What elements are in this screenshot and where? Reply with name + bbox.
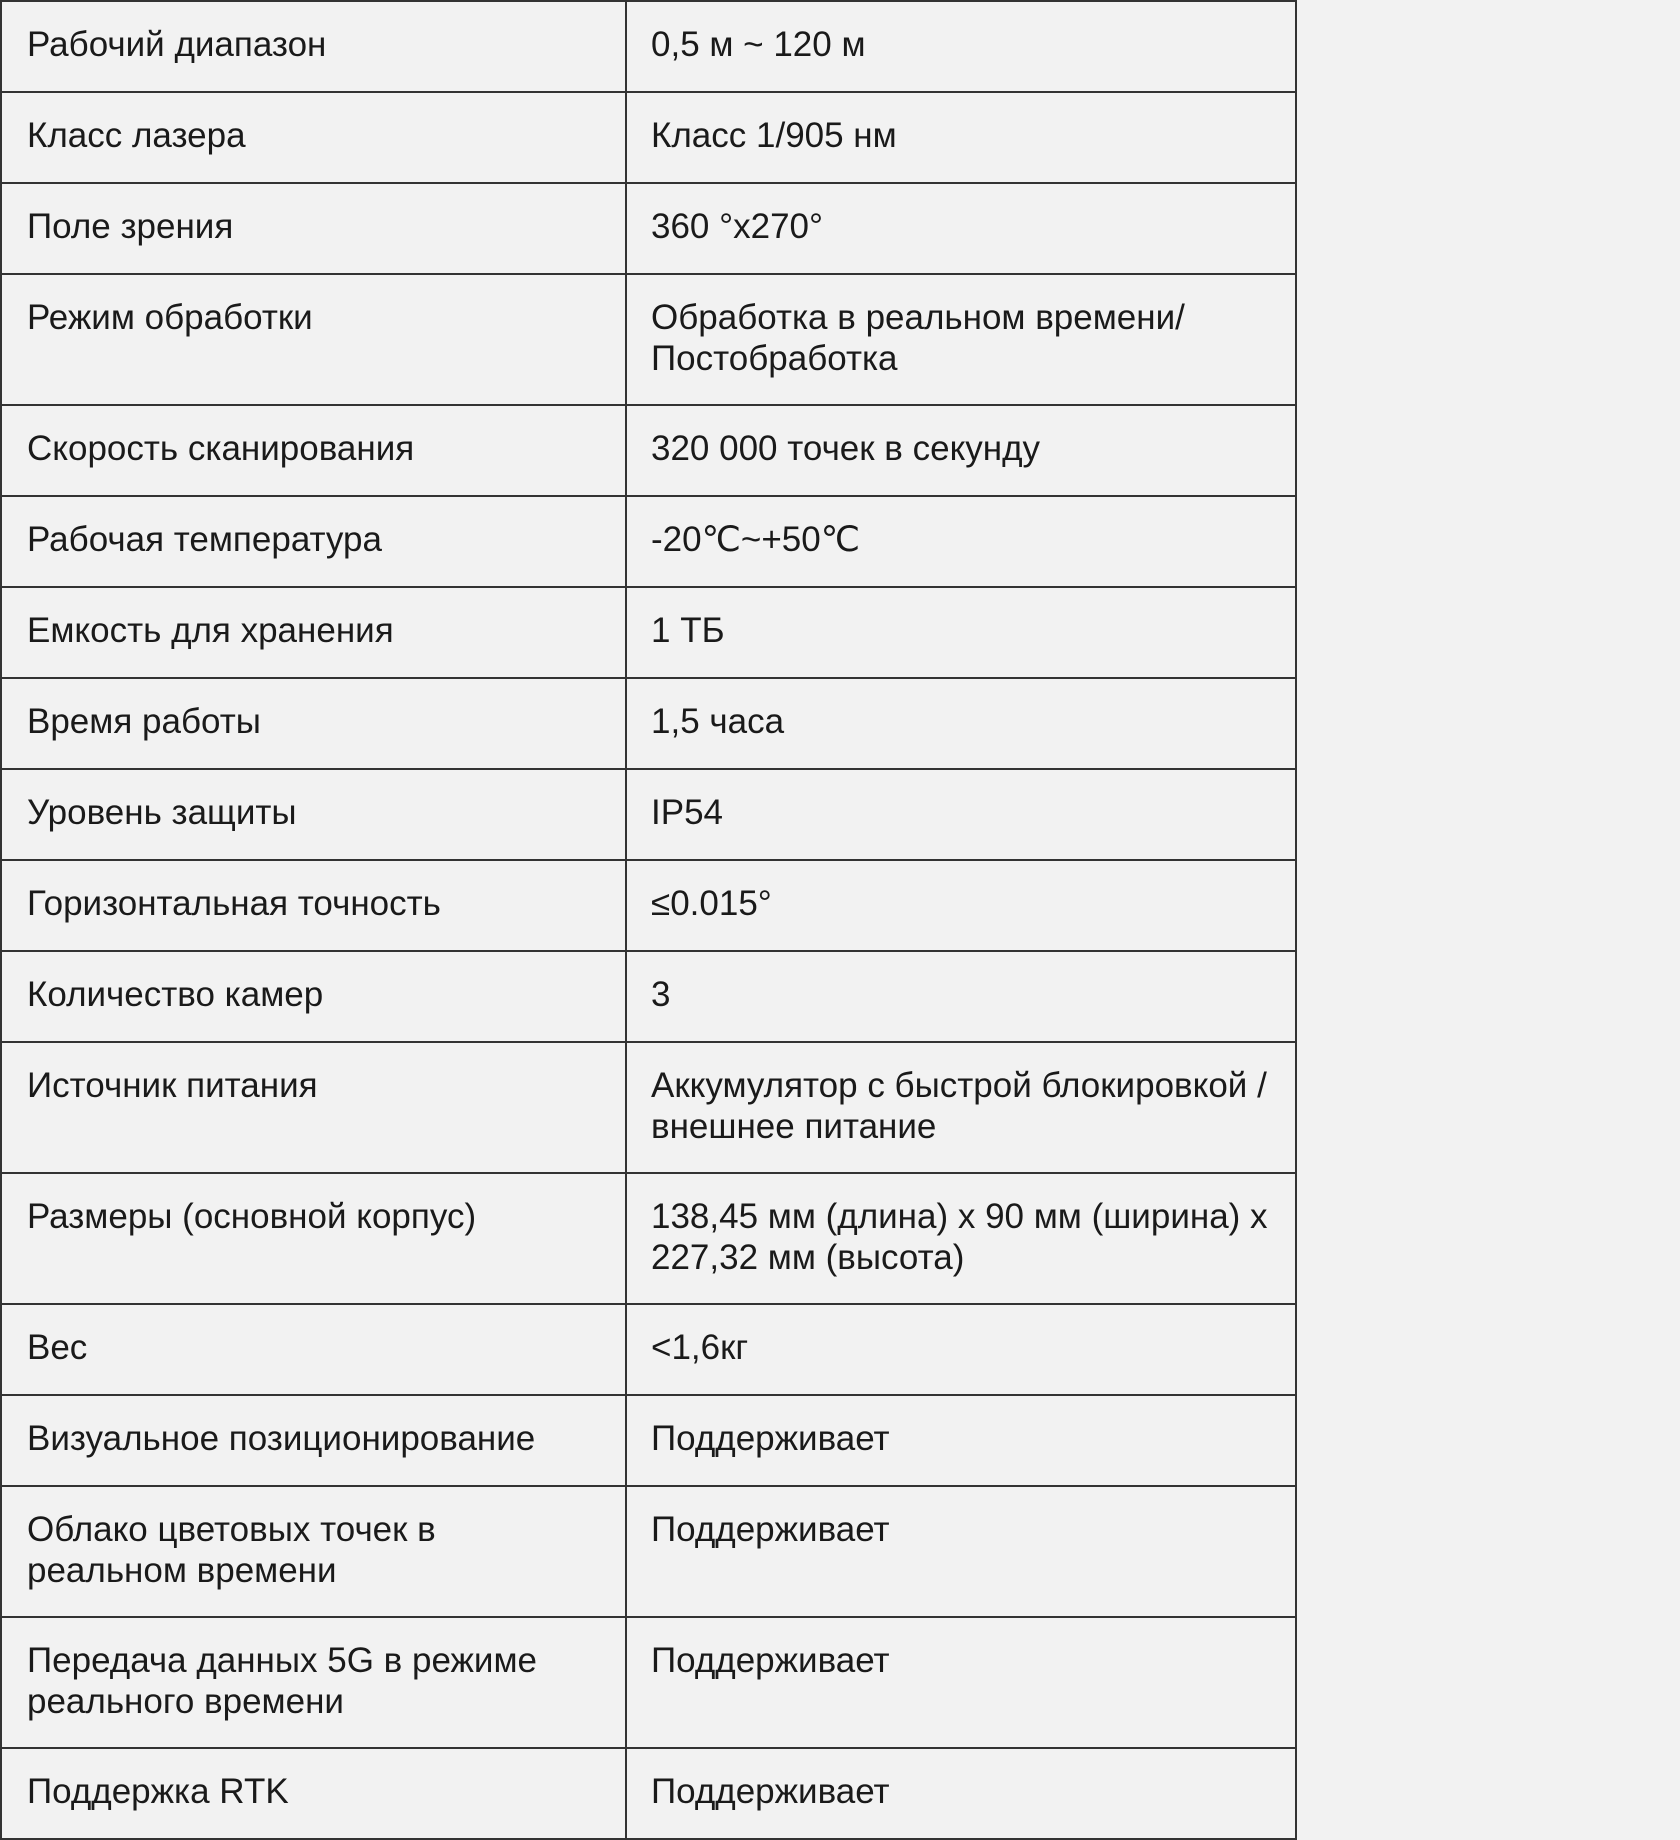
table-row bbox=[1, 860, 1296, 951]
spec-name: Класс лазера bbox=[1, 92, 626, 183]
spec-value: <1,6кг bbox=[626, 1304, 1296, 1395]
spec-value: Поддерживает bbox=[626, 1617, 1296, 1748]
spec-value: Поддерживает bbox=[626, 1486, 1296, 1617]
table-row bbox=[1, 405, 1296, 496]
table-row bbox=[1, 496, 1296, 587]
spec-name: Передача данных 5G в режиме реального времени bbox=[1, 1617, 626, 1748]
spec-name: Рабочий диапазон bbox=[1, 1, 626, 92]
table-row bbox=[1, 1042, 1296, 1173]
spec-name: Визуальное позиционирование bbox=[1, 1395, 626, 1486]
spec-name: Поле зрения bbox=[1, 183, 626, 274]
spec-value: 360 °x270° bbox=[626, 183, 1296, 274]
table-row bbox=[1, 769, 1296, 860]
spec-value: Обработка в реальном времени/ Постобработка bbox=[626, 274, 1296, 405]
spec-name: Время работы bbox=[1, 678, 626, 769]
table-row bbox=[1, 1486, 1296, 1617]
spec-value: Поддерживает bbox=[626, 1395, 1296, 1486]
spec-value: 3 bbox=[626, 951, 1296, 1042]
spec-name: Режим обработки bbox=[1, 274, 626, 405]
table-row bbox=[1, 1, 1296, 92]
spec-value: Класс 1/905 нм bbox=[626, 92, 1296, 183]
table-row bbox=[1, 587, 1296, 678]
spec-value: 1 ТБ bbox=[626, 587, 1296, 678]
spec-name: Облако цветовых точек в реальном времени bbox=[1, 1486, 626, 1617]
table-row bbox=[1, 183, 1296, 274]
table-row bbox=[1, 1395, 1296, 1486]
table-row bbox=[1, 92, 1296, 183]
spec-value: Аккумулятор с быстрой блокировкой /внешнее питание bbox=[626, 1042, 1296, 1173]
spec-name: Поддержка RTK bbox=[1, 1748, 626, 1839]
spec-value: 138,45 мм (длина) x 90 мм (ширина) x 227,32 мм (высота) bbox=[626, 1173, 1296, 1304]
spec-name: Уровень защиты bbox=[1, 769, 626, 860]
spec-name: Рабочая температура bbox=[1, 496, 626, 587]
table-row bbox=[1, 1748, 1296, 1839]
spec-value: Поддерживает bbox=[626, 1748, 1296, 1839]
spec-value: -20℃~+50℃ bbox=[626, 496, 1296, 587]
spec-value: 1,5 часа bbox=[626, 678, 1296, 769]
spec-name: Источник питания bbox=[1, 1042, 626, 1173]
spec-value: IP54 bbox=[626, 769, 1296, 860]
table-row bbox=[1, 274, 1296, 405]
spec-value: 0,5 м ~ 120 м bbox=[626, 1, 1296, 92]
spec-name: Горизонтальная точность bbox=[1, 860, 626, 951]
table-row bbox=[1, 678, 1296, 769]
table-row bbox=[1, 951, 1296, 1042]
spec-name: Количество камер bbox=[1, 951, 626, 1042]
spec-name: Емкость для хранения bbox=[1, 587, 626, 678]
spec-name: Вес bbox=[1, 1304, 626, 1395]
table-row bbox=[1, 1617, 1296, 1748]
table-row bbox=[1, 1173, 1296, 1304]
spec-name: Размеры (основной корпус) bbox=[1, 1173, 626, 1304]
spec-name: Скорость сканирования bbox=[1, 405, 626, 496]
spec-value: ≤0.015° bbox=[626, 860, 1296, 951]
spec-value: 320 000 точек в секунду bbox=[626, 405, 1296, 496]
table-row bbox=[1, 1304, 1296, 1395]
